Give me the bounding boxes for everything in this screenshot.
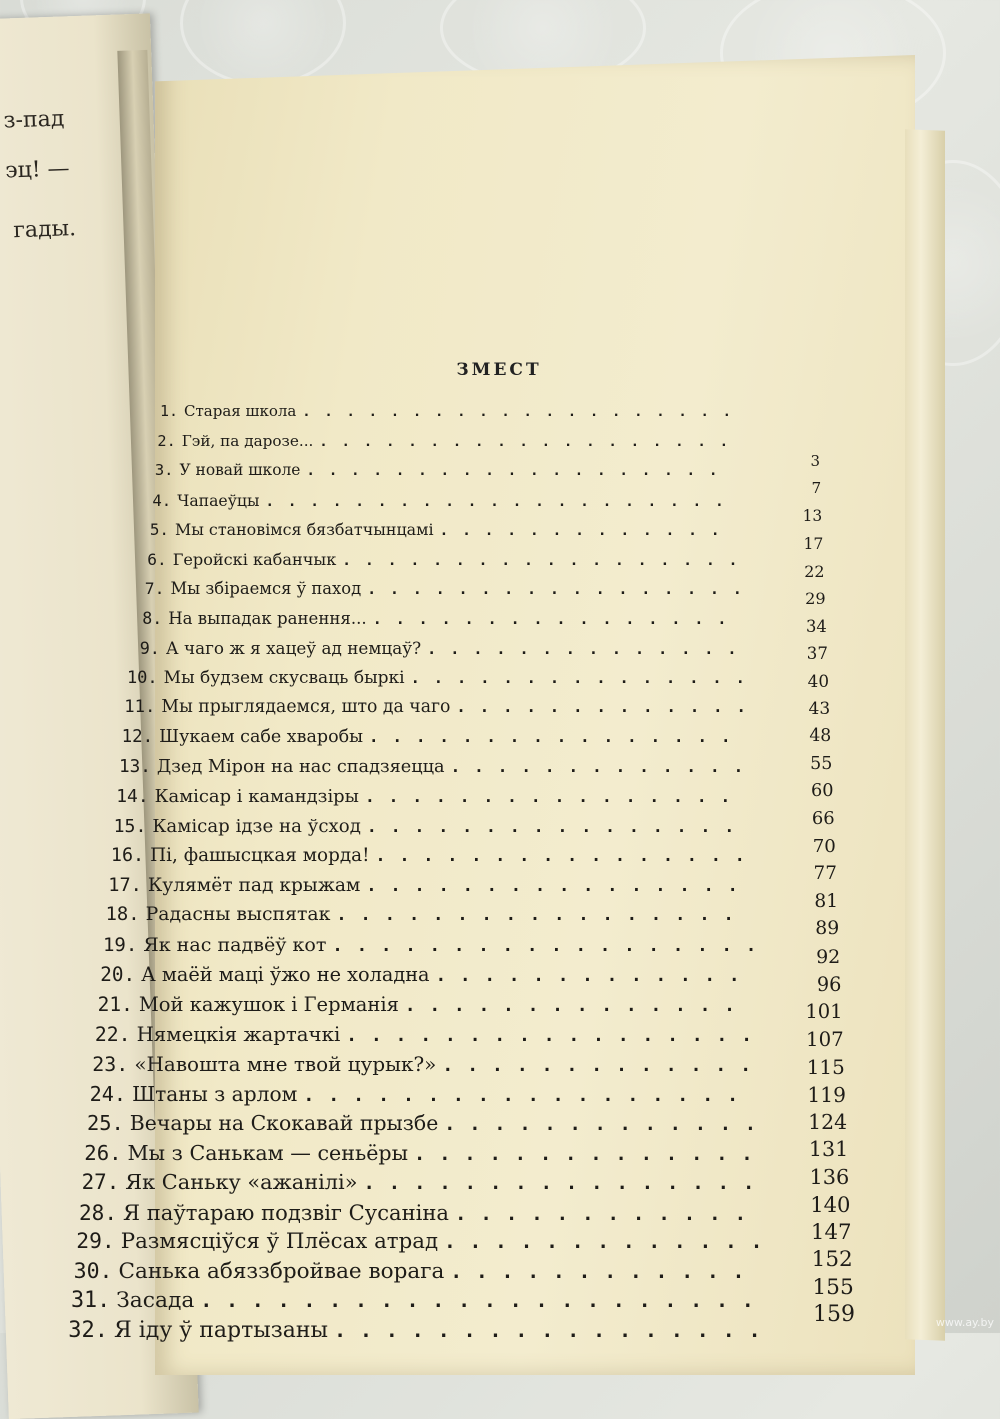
toc-entry-number: 5.	[149, 520, 169, 540]
toc-entry	[86, 1082, 752, 1106]
toc-entry-number: 4.	[152, 490, 172, 510]
toc-entry	[70, 1288, 767, 1313]
toc-page-number: 17	[803, 534, 824, 554]
toc-entry	[93, 993, 749, 1016]
toc-leader-dots: .............	[435, 966, 754, 987]
toc-entry	[91, 1023, 766, 1046]
toc-leader-dots: ..............	[404, 995, 749, 1016]
toc-entry-number: 3.	[154, 461, 174, 480]
toc-entry-number: 28.	[78, 1199, 118, 1225]
toc-entry	[124, 579, 755, 598]
toc-entry-number: 12.	[121, 727, 154, 748]
toc-entry-title: Штаны з арлом	[132, 1081, 298, 1106]
toc-leader-dots: ..................	[303, 1084, 753, 1106]
toc-page-number: 119	[807, 1082, 846, 1107]
toc-leader-dots: ................	[366, 874, 752, 895]
toc-entry	[104, 845, 759, 866]
toc-entry-title: На выпадак ранення...	[168, 608, 367, 628]
toc-page-number: 81	[814, 890, 839, 912]
toc-entry-number: 29.	[76, 1229, 115, 1255]
toc-entry-number: 18.	[105, 904, 140, 926]
left-page-line: эц! —	[4, 156, 71, 184]
toc-leader-dots: .............	[439, 523, 734, 540]
toc-entry-title: Мы з Санькам — сеньёры	[127, 1140, 409, 1165]
toc-page-number: 115	[806, 1055, 845, 1080]
toc-entry-title: Мы прыглядаемся, што да чаго	[161, 697, 451, 718]
toc-page-number: 22	[804, 561, 825, 581]
toc-page-number: 29	[805, 589, 826, 609]
toc-page-number: 40	[807, 671, 830, 692]
toc-page-number: 96	[816, 972, 842, 996]
toc-entry	[88, 1052, 765, 1076]
toc-entry-number: 8.	[142, 608, 163, 628]
toc-leader-dots: ................	[366, 816, 749, 836]
toc-entry-title: Чапаеўцы	[177, 490, 260, 510]
toc-leader-dots: ...................	[319, 433, 742, 450]
toc-leader-dots: ................	[369, 727, 745, 747]
toc-entry	[79, 1170, 768, 1194]
toc-page-number: 3	[810, 452, 820, 470]
toc-entry-number: 9.	[139, 638, 160, 659]
toc-entry-number: 27.	[81, 1170, 120, 1195]
toc-page-number: 66	[811, 808, 835, 830]
toc-entry	[102, 875, 752, 896]
toc-entry	[106, 816, 748, 837]
toc-entry	[82, 1141, 767, 1165]
toc-page-number: 136	[809, 1164, 850, 1189]
toc-leader-dots: .................	[367, 581, 756, 599]
toc-entry-number: 25.	[86, 1111, 124, 1136]
toc-entry	[133, 461, 731, 479]
toc-page-number: 7	[811, 479, 822, 498]
left-page-line: гады.	[12, 216, 77, 244]
toc-entry-number: 21.	[97, 992, 133, 1016]
toc-leader-dots: ................	[363, 1173, 769, 1195]
toc-entry-title: А чаго ж я хацеў ад немцаў?	[165, 638, 422, 659]
toc-page-number: 92	[816, 945, 841, 968]
toc-leader-dots: .............	[442, 1055, 766, 1077]
toc-entry	[138, 402, 745, 420]
toc-leader-dots: .............	[444, 1114, 770, 1136]
toc-entry	[131, 491, 737, 510]
toc-page-number: 48	[809, 726, 832, 747]
toc-page-number: 89	[815, 918, 840, 940]
toc-leader-dots: .................	[336, 904, 748, 925]
toc-entry-title: Геройскі кабанчык	[172, 549, 337, 569]
toc-entry	[122, 609, 740, 628]
toc-entry-number: 7.	[144, 579, 165, 599]
toc-page-number: 152	[811, 1247, 853, 1273]
toc-entry-title: Санька абяззбройвае ворага	[118, 1258, 445, 1284]
toc-page-number: 101	[805, 1000, 843, 1024]
toc-page-number: 131	[808, 1137, 849, 1162]
toc-leader-dots: .............	[450, 756, 758, 776]
toc-entry-number: 26.	[84, 1140, 122, 1165]
toc-page-number: 77	[813, 863, 837, 885]
toc-page-number: 124	[808, 1110, 848, 1135]
toc-page-number: 155	[812, 1274, 854, 1300]
toc-entry-title: Радасны выспятак	[145, 904, 331, 926]
toc-entry-title: Вечары на Скокавай прызбе	[129, 1111, 439, 1136]
toc-entry	[127, 550, 752, 569]
toc-entry-number: 32.	[68, 1318, 108, 1343]
toc-leader-dots: ......................	[200, 1289, 768, 1313]
toc-leader-dots: .................	[346, 1025, 766, 1046]
toc-leader-dots: ............	[450, 1259, 759, 1283]
toc-entry-title: Пі, фашысцкая морда!	[150, 845, 370, 867]
toc-leader-dots: .................	[334, 1319, 775, 1342]
toc-entry-title: Я паўтараю подзвіг Сусаніна	[123, 1199, 449, 1225]
toc-entry-number: 6.	[147, 549, 167, 569]
toc-leader-dots: ................	[372, 609, 741, 628]
toc-entry-title: Я іду ў партызаны	[114, 1318, 329, 1343]
toc-entry	[113, 727, 744, 747]
toc-entry-number: 24.	[89, 1081, 127, 1106]
toc-entry-number: 11.	[124, 697, 156, 718]
toc-entry-number: 13.	[118, 756, 151, 777]
toc-entry-number: 20.	[100, 963, 136, 987]
toc-entry	[111, 757, 757, 777]
toc-page-number: 159	[813, 1302, 855, 1327]
toc-entry	[97, 934, 770, 956]
toc-entry-number: 1.	[159, 402, 178, 420]
toc-page-number: 60	[811, 781, 834, 802]
toc-entry	[100, 904, 748, 925]
left-page-line: з-пад	[3, 106, 65, 134]
toc-page-number: 107	[806, 1027, 844, 1051]
toc-entry	[109, 786, 745, 807]
toc-entry	[120, 638, 751, 658]
toc-entry-number: 31.	[70, 1288, 111, 1314]
toc-entry	[73, 1259, 759, 1284]
toc-entry-title: Камісар ідзе на ўсход	[152, 815, 361, 837]
toc-leader-dots: ..................	[342, 552, 752, 569]
toc-entry	[136, 432, 742, 450]
toc-page-number: 55	[810, 753, 833, 774]
toc-entry-number: 22.	[94, 1022, 131, 1046]
toc-entry-number: 23.	[92, 1052, 129, 1077]
toc-title: ЗМЕСТ	[456, 360, 542, 380]
toc-entry	[95, 963, 753, 986]
toc-entry-title: Мы будзем скусваць быркі	[163, 667, 405, 688]
toc-leader-dots: ..................	[332, 935, 771, 956]
toc-entry	[68, 1318, 775, 1343]
toc-leader-dots: ...............	[410, 668, 759, 687]
toc-page-number: 70	[812, 835, 836, 857]
toc-entry-title: «Навошта мне твой цурык?»	[134, 1052, 437, 1077]
toc-entry-title: У новай школе	[179, 461, 301, 480]
toc-page-number: 13	[802, 506, 823, 525]
toc-leader-dots: ............	[454, 1202, 761, 1225]
toc-entry-number: 10.	[126, 667, 158, 688]
toc-entry-number: 15.	[113, 815, 147, 837]
toc-leader-dots: .............	[444, 1230, 777, 1254]
toc-entry-number: 19.	[102, 933, 138, 956]
toc-page-number: 37	[806, 643, 828, 663]
toc-entry	[75, 1229, 777, 1254]
toc-entry	[118, 668, 759, 688]
toc-page-number: 43	[808, 698, 831, 719]
toc-entry-number: 16.	[110, 845, 145, 867]
watermark: www.ay.by	[935, 1316, 994, 1329]
toc-leader-dots: ....................	[302, 404, 745, 420]
toc-entry-title: Гэй, па дарозе...	[181, 431, 314, 450]
toc-entry-title: А маёй маці ўжо не холадна	[141, 963, 430, 987]
toc-entry-title: Камісар і камандзіры	[154, 786, 359, 808]
toc-leader-dots: ................	[364, 787, 745, 807]
toc-entry-title: Мой кажушок і Германія	[138, 992, 399, 1016]
toc-entry-title: Мы становімся бязбатчынцамі	[174, 520, 434, 540]
toc-leader-dots: ..............	[427, 640, 751, 659]
toc-leader-dots: .............	[456, 698, 760, 717]
toc-page-number: 140	[810, 1192, 851, 1218]
toc-entry-title: Як Саньку «ажанілі»	[125, 1170, 358, 1195]
toc-page-number: 34	[805, 616, 827, 636]
toc-entry-title: Старая школа	[184, 402, 297, 420]
toc-entry	[129, 520, 734, 539]
toc-entry-number: 17.	[108, 874, 142, 896]
toc-leader-dots: .....................	[265, 493, 738, 510]
toc-entry-number: 30.	[73, 1258, 113, 1284]
toc-entry-title: Засада	[116, 1288, 195, 1314]
toc-leader-dots: ...................	[306, 463, 732, 480]
toc-entry	[115, 697, 759, 717]
toc-entry-title: Дзед Мірон на нас спадзяецца	[156, 756, 445, 777]
toc-leader-dots: ................	[375, 846, 759, 866]
toc-page-number: 147	[810, 1219, 852, 1245]
toc-entry	[84, 1111, 770, 1135]
toc-entry-title: Шукаем сабе хваробы	[159, 727, 364, 748]
toc-entry	[77, 1200, 760, 1225]
toc-entry-title: Нямецкія жартачкі	[136, 1022, 341, 1046]
toc-entry-title: Размясціўся ў Плёсах атрад	[120, 1229, 439, 1255]
toc-entry-number: 2.	[157, 431, 176, 450]
toc-entry-title: Як нас падвёў кот	[143, 933, 327, 956]
toc-leader-dots: ..............	[414, 1143, 767, 1165]
toc-entry-title: Кулямёт пад крыжам	[147, 874, 361, 896]
toc-entry-title: Мы збіраемся ў паход	[170, 579, 362, 599]
toc-entry-number: 14.	[116, 786, 149, 808]
